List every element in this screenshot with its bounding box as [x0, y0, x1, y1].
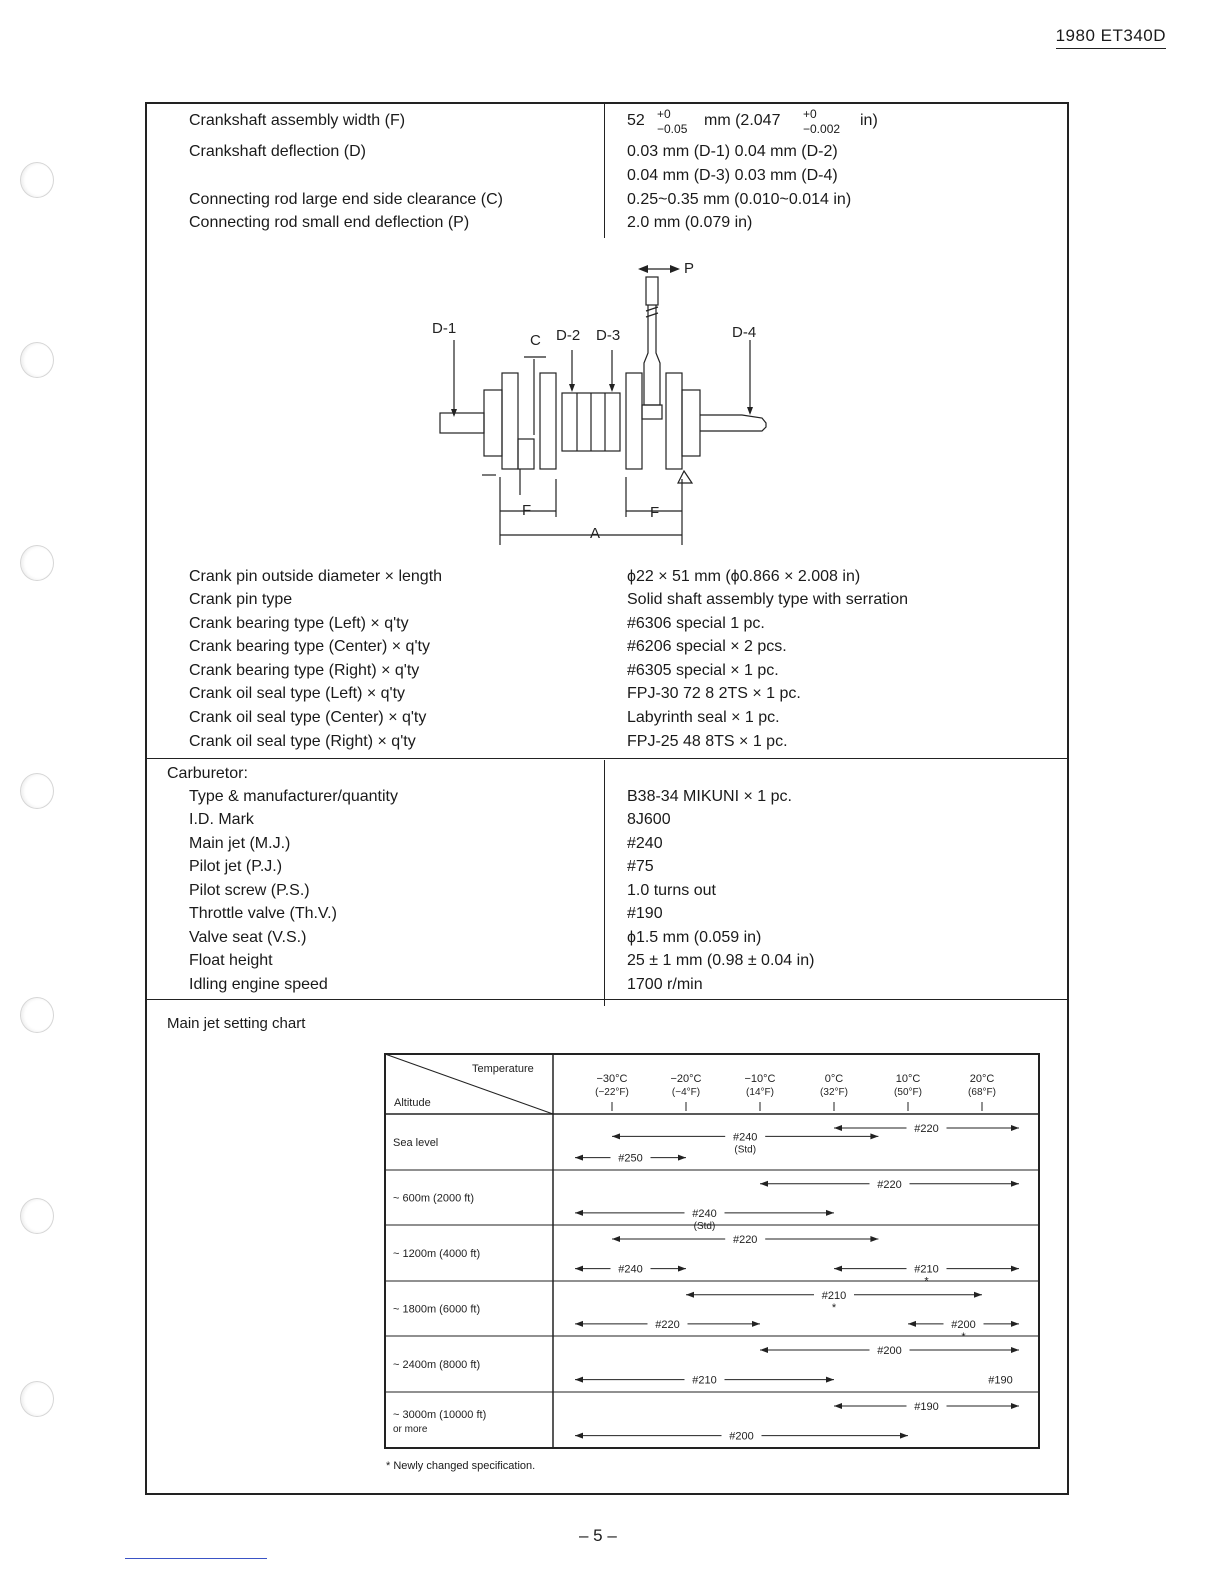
spec-value: ϕ1.5 mm (0.059 in) [627, 929, 762, 946]
binder-hole [20, 1381, 54, 1417]
altitude-label: ~ 2400m (8000 ft) [393, 1359, 481, 1371]
jet-range-arrow [575, 1266, 583, 1272]
spec-value: 1.0 turns out [627, 882, 716, 899]
spec-value-unit: mm (2.047 [704, 112, 781, 129]
jet-label: #220 [914, 1123, 939, 1135]
spec-value: #6206 special × 2 pcs. [627, 638, 787, 655]
jet-label: #240 [732, 1131, 758, 1144]
chart-corner-altitude: Altitude [394, 1097, 431, 1109]
jet-label: #200 [729, 1430, 754, 1443]
tolerance-lower: −0.002 [803, 122, 841, 136]
jet-label: #250 [618, 1152, 643, 1165]
chart-footnote: * Newly changed specification. [386, 1460, 536, 1472]
jet-std-label: (Std) [693, 1220, 716, 1232]
temperature-c-label: 0°C [824, 1073, 844, 1085]
spec-label: Crankshaft assembly width (F) [189, 112, 406, 129]
spec-label: Crankshaft deflection (D) [189, 143, 366, 160]
spec-label: Main jet (M.J.) [189, 835, 291, 852]
new-spec-star: * [961, 1330, 966, 1343]
spec-value: 0.03 mm (D-1) 0.04 mm (D-2) [627, 143, 838, 160]
temperature-f-label: (−4°F) [671, 1087, 701, 1098]
jet-range-arrow [575, 1377, 583, 1383]
temperature-c-label: −10°C [744, 1073, 776, 1085]
temperature-f-label: (14°F) [746, 1087, 774, 1098]
temperature-c-label: −20°C [670, 1073, 702, 1085]
diagram-label-d3: D-3 [596, 327, 621, 344]
diagram-label-d1: D-1 [432, 320, 457, 337]
jet-label: #210 [692, 1374, 717, 1387]
jet-label: #220 [732, 1234, 758, 1246]
crankshaft-diagram [420, 255, 800, 545]
spec-label: Valve seat (V.S.) [189, 929, 307, 946]
document-model-header: 1980 ET340D [1056, 26, 1166, 49]
new-spec-star: * [924, 1275, 929, 1288]
jet-range-arrow [1011, 1181, 1019, 1187]
jet-range-arrow [900, 1433, 908, 1439]
diagram-label-f-left: F [522, 502, 532, 519]
jet-range-arrow [870, 1236, 878, 1242]
spec-value: 0.25~0.35 mm (0.010~0.014 in) [627, 191, 852, 208]
temperature-c-label: 20°C [969, 1073, 995, 1085]
jet-range-arrow [575, 1210, 583, 1216]
tolerance-lower: −0.05 [657, 122, 688, 136]
jet-range-arrow [834, 1266, 842, 1272]
temperature-f-label: (68°F) [968, 1087, 996, 1098]
altitude-label: ~ 600m (2000 ft) [393, 1192, 475, 1205]
binder-hole [20, 342, 54, 378]
spec-value: ϕ22 × 51 mm (ϕ0.866 × 2.008 in) [627, 568, 861, 585]
altitude-label: ~ 1800m (6000 ft) [393, 1303, 481, 1316]
jet-range-arrow [612, 1236, 620, 1242]
binder-hole [20, 162, 54, 198]
spec-label: Type & manufacturer/quantity [189, 788, 398, 805]
jet-range-arrow [870, 1133, 878, 1139]
jet-label: #190 [914, 1401, 939, 1413]
spec-value: 25 ± 1 mm (0.98 ± 0.04 in) [627, 952, 815, 969]
diagram-label-a: A [590, 525, 601, 542]
jet-ranges [575, 1121, 1021, 1443]
spec-label: Crank bearing type (Left) × q'ty [189, 615, 409, 632]
main-jet-chart-title: Main jet setting chart [167, 1015, 306, 1032]
jet-range-arrow [974, 1292, 982, 1298]
binder-hole [20, 1198, 54, 1234]
jet-label: #190 [988, 1374, 1013, 1387]
spec-label: Crank pin type [189, 591, 293, 608]
jet-range-arrow [760, 1181, 768, 1187]
row-divider [147, 758, 1067, 759]
chart-corner-temperature: Temperature [472, 1063, 534, 1075]
spec-value-end: in) [860, 112, 878, 129]
spec-label: Idling engine speed [189, 976, 328, 993]
jet-range-arrow [1011, 1403, 1019, 1409]
jet-range-arrow [760, 1347, 768, 1353]
diagram-label-d2: D-2 [556, 327, 581, 344]
diagram-label-f-right: F [650, 504, 660, 521]
jet-range-arrow [575, 1433, 583, 1439]
jet-label: #210 [914, 1263, 939, 1276]
new-spec-star: * [831, 1301, 837, 1314]
jet-range-arrow [575, 1155, 583, 1161]
jet-range-arrow [1011, 1321, 1019, 1327]
binder-hole [20, 773, 54, 809]
jet-range-arrow [834, 1125, 842, 1131]
diagram-label-p: P [684, 260, 695, 277]
spec-value: 1700 r/min [627, 976, 703, 993]
link-underline [125, 1558, 267, 1559]
jet-label: #200 [877, 1345, 902, 1357]
temperature-c-label: 10°C [895, 1073, 921, 1085]
spec-value: Labyrinth seal × 1 pc. [627, 709, 780, 726]
page-number: – 5 – [579, 1526, 617, 1545]
jet-label: #240 [618, 1263, 643, 1276]
jet-label: #220 [655, 1318, 680, 1331]
altitude-label-extra: or more [393, 1424, 428, 1435]
row-divider [147, 999, 1067, 1000]
temperature-axis [595, 1073, 996, 1111]
spec-value: #240 [627, 835, 663, 852]
jet-range-arrow [1011, 1125, 1019, 1131]
jet-range-arrow [1011, 1266, 1019, 1272]
altitude-label: ~ 1200m (4000 ft) [393, 1248, 481, 1260]
spec-label: Float height [189, 952, 273, 969]
spec-label: Crank oil seal type (Center) × q'ty [189, 709, 427, 726]
column-divider [604, 760, 605, 1006]
diagram-label-d4: D-4 [732, 324, 757, 341]
spec-label: Crank bearing type (Center) × q'ty [189, 638, 430, 655]
spec-value: FPJ-30 72 8 2TS × 1 pc. [627, 685, 801, 702]
spec-value: #190 [627, 905, 663, 922]
jet-range-arrow [1011, 1347, 1019, 1353]
column-divider [604, 104, 605, 238]
altitude-label: Sea level [393, 1137, 439, 1149]
spec-value: #6306 special 1 pc. [627, 615, 765, 632]
temperature-f-label: (50°F) [894, 1087, 922, 1098]
jet-range-arrow [678, 1266, 686, 1272]
altitude-label: ~ 3000m (10000 ft) [393, 1409, 487, 1421]
spec-value: FPJ-25 48 8TS × 1 pc. [627, 733, 788, 750]
jet-range-arrow [826, 1210, 834, 1216]
spec-label: Crank bearing type (Right) × q'ty [189, 662, 420, 679]
spec-label: Crank oil seal type (Left) × q'ty [189, 685, 406, 702]
temperature-c-label: −30°C [596, 1073, 628, 1085]
spec-value: #75 [627, 858, 654, 875]
jet-label: #210 [821, 1289, 847, 1302]
main-jet-setting-chart [384, 1053, 1044, 1451]
spec-value: Solid shaft assembly type with serration [627, 591, 909, 608]
jet-range-arrow [575, 1321, 583, 1327]
spec-label: Throttle valve (Th.V.) [189, 905, 337, 922]
spec-value: #6305 special × 1 pc. [627, 662, 779, 679]
spec-label: Pilot screw (P.S.) [189, 882, 310, 899]
jet-range-arrow [752, 1321, 760, 1327]
diagram-label-c: C [530, 332, 541, 349]
spec-label: Crank pin outside diameter × length [189, 568, 443, 585]
temperature-f-label: (32°F) [820, 1087, 848, 1098]
jet-label: #200 [951, 1318, 976, 1331]
jet-range-arrow [612, 1133, 620, 1139]
jet-range-arrow [678, 1155, 686, 1161]
temperature-f-label: (−22°F) [595, 1087, 629, 1098]
spec-value: 2.0 mm (0.079 in) [627, 214, 753, 231]
tolerance-upper: +0 [803, 107, 817, 121]
jet-range-arrow [686, 1292, 694, 1298]
jet-label: #220 [877, 1178, 902, 1191]
jet-label: #240 [692, 1207, 717, 1220]
binder-hole [20, 545, 54, 581]
spec-value: 52 [627, 112, 645, 129]
carburetor-title: Carburetor: [167, 765, 248, 782]
jet-range-arrow [826, 1377, 834, 1383]
spec-label: Connecting rod small end deflection (P) [189, 214, 470, 231]
jet-range-arrow [908, 1321, 916, 1327]
tolerance-upper: +0 [657, 107, 671, 121]
spec-value: 0.04 mm (D-3) 0.03 mm (D-4) [627, 167, 838, 184]
spec-label: Crank oil seal type (Right) × q'ty [189, 733, 416, 750]
jet-std-label: (Std) [734, 1144, 757, 1156]
jet-range-arrow [834, 1403, 842, 1409]
spec-value: 8J600 [627, 811, 671, 828]
spec-label: Connecting rod large end side clearance (C) [189, 191, 503, 208]
spec-value: B38-34 MIKUNI × 1 pc. [627, 788, 792, 805]
binder-hole [20, 997, 54, 1033]
spec-label: I.D. Mark [189, 811, 254, 828]
altitude-labels [393, 1137, 486, 1435]
spec-label: Pilot jet (P.J.) [189, 858, 283, 875]
